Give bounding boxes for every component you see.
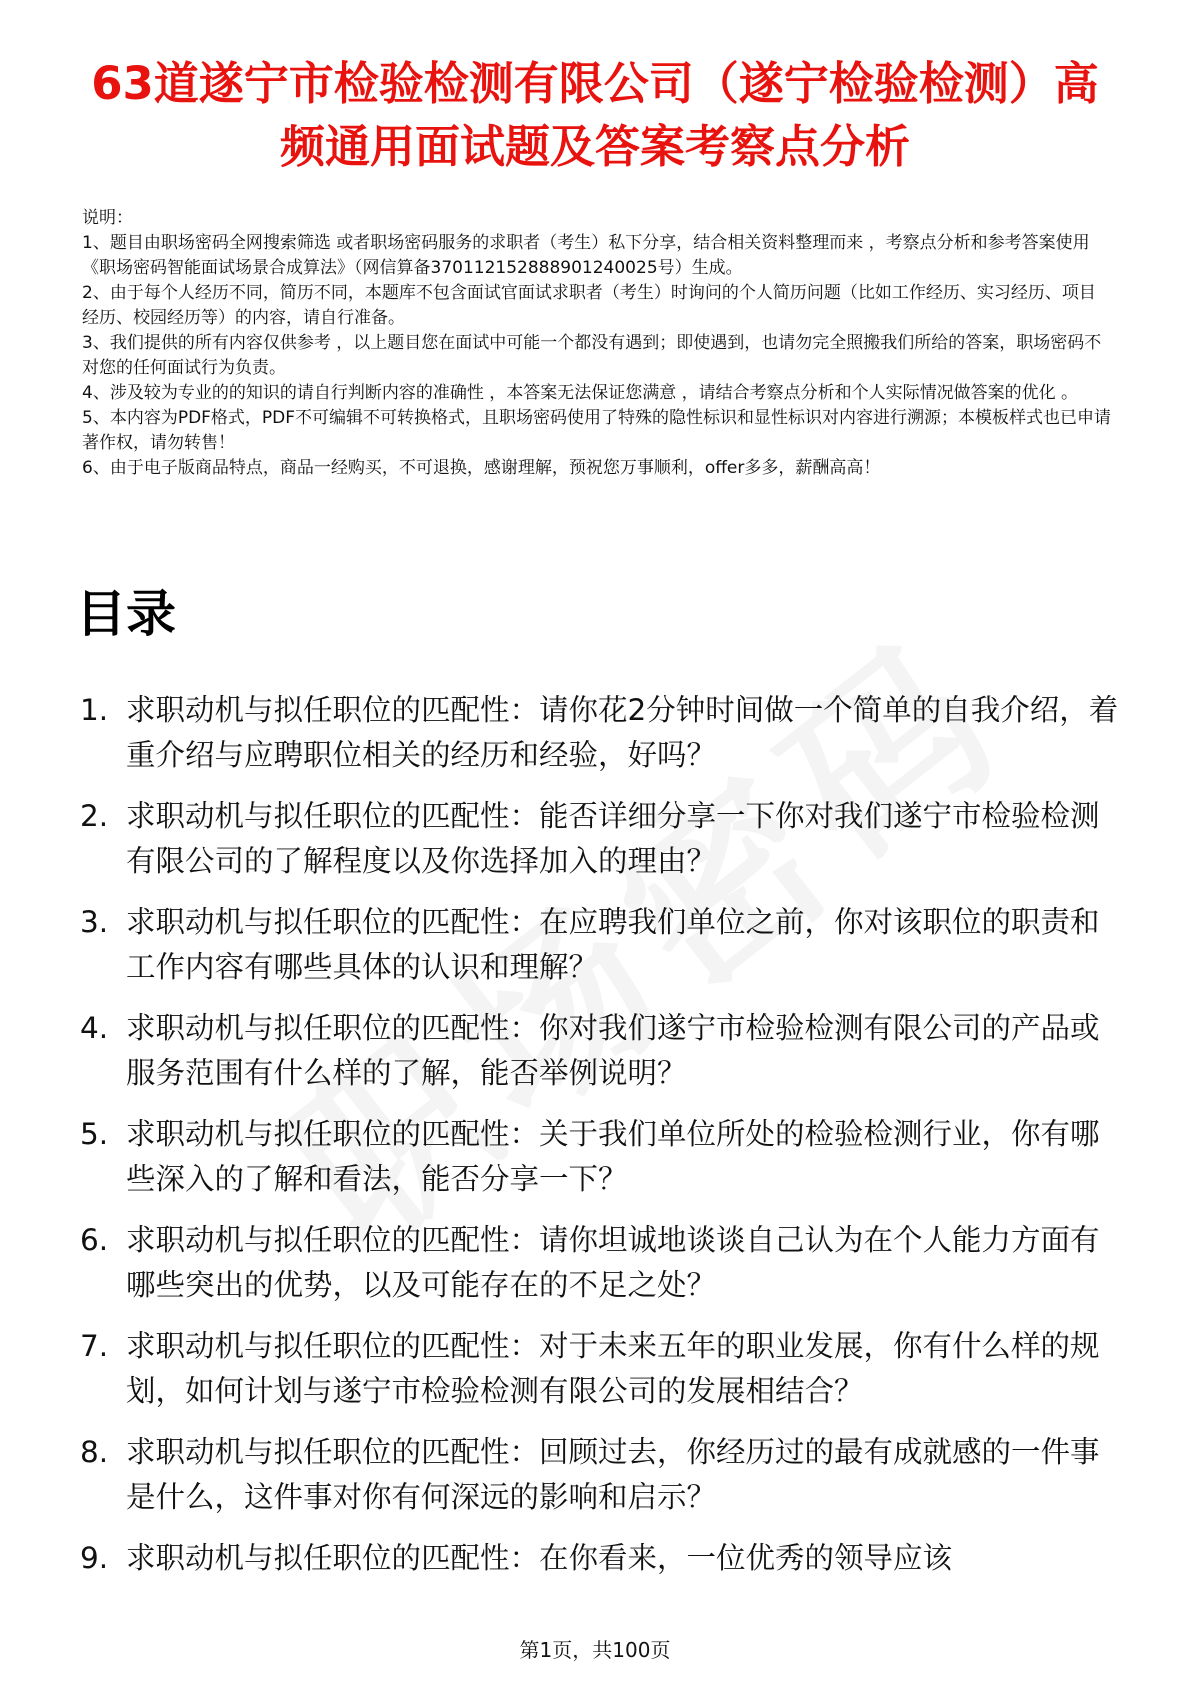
toc-item-number: 6. — [80, 1223, 109, 1257]
note-line: 6、由于电子版商品特点，商品一经购买，不可退换，感谢理解，预祝您万事顺利，offer多多，薪酬高高！ — [82, 458, 881, 478]
toc-item-number: 1. — [80, 693, 109, 727]
toc-item-text: 求职动机与拟任职位的匹配性：回顾过去，你经历过的最有成就感的一件事是什么，这件事对你有何深远的影响和启示？ — [126, 1435, 1100, 1514]
toc-item-number: 7. — [80, 1329, 109, 1363]
notes-heading: 说明： — [82, 208, 133, 228]
toc-item-text: 求职动机与拟任职位的匹配性：在你看来，一位优秀的领导应该 — [126, 1541, 953, 1575]
toc-heading: 目录 — [76, 585, 176, 643]
toc-item-number: 5. — [80, 1117, 109, 1151]
toc-item[interactable] — [80, 900, 1120, 990]
toc-item-text: 求职动机与拟任职位的匹配性：请你坦诚地谈谈自己认为在个人能力方面有哪些突出的优势，以及可能存在的不足之处？ — [126, 1223, 1100, 1302]
toc-item[interactable] — [80, 794, 1120, 884]
note-line: 1、题目由职场密码全网搜索筛选 或者职场密码服务的求职者（考生）私下分享，结合相关资料整理而来 ，考察点分析和参考答案使用《职场密码智能面试场景合成算法》（网信算备370112152888901240025号）生成。 — [82, 233, 1090, 278]
page-number-footer: 第1页，共100页 — [519, 1638, 671, 1662]
toc-item-number: 4. — [80, 1011, 109, 1045]
disclaimer-notes — [82, 206, 1112, 481]
note-line: 3、我们提供的所有内容仅供参考 ，以上题目您在面试中可能一个都没有遇到；即使遇到，也请勿完全照搬我们所给的答案，职场密码不对您的任何面试行为负责。 — [82, 333, 1102, 378]
toc-item-number: 9. — [80, 1541, 109, 1575]
toc-item[interactable] — [80, 1006, 1120, 1096]
document-title: 63道遂宁市检验检测有限公司（遂宁检验检测）高频通用面试题及答案考察点分析 — [91, 57, 1099, 173]
toc-item-number: 3. — [80, 905, 109, 939]
note-line: 2、由于每个人经历不同，简历不同，本题库不包含面试官面试求职者（考生）时询问的个人简历问题（比如工作经历、实习经历、项目经历、校园经历等）的内容，请自行准备。 — [82, 283, 1096, 328]
toc-item[interactable] — [80, 688, 1120, 778]
toc-item-text: 求职动机与拟任职位的匹配性：关于我们单位所处的检验检测行业，你有哪些深入的了解和看法，能否分享一下？ — [126, 1117, 1100, 1196]
toc-item[interactable] — [80, 1112, 1120, 1202]
note-line: 5、本内容为PDF格式，PDF不可编辑不可转换格式，且职场密码使用了特殊的隐性标识和显性标识对内容进行溯源；本模板样式也已申请著作权，请勿转售！ — [82, 408, 1112, 453]
toc-item[interactable] — [80, 1430, 1120, 1520]
toc-item-text: 求职动机与拟任职位的匹配性：对于未来五年的职业发展，你有什么样的规划，如何计划与遂宁市检验检测有限公司的发展相结合？ — [126, 1329, 1100, 1408]
note-line: 4、涉及较为专业的的知识的请自行判断内容的准确性 ，本答案无法保证您满意 ，请结合考察点分析和个人实际情况做答案的优化 。 — [82, 383, 1079, 403]
toc-item-text: 求职动机与拟任职位的匹配性：能否详细分享一下你对我们遂宁市检验检测有限公司的了解程度以及你选择加入的理由？ — [126, 799, 1100, 878]
toc-item-text: 求职动机与拟任职位的匹配性：在应聘我们单位之前，你对该职位的职责和工作内容有哪些具体的认识和理解？ — [126, 905, 1100, 984]
toc-item-text: 求职动机与拟任职位的匹配性：请你花2分钟时间做一个简单的自我介绍，着重介绍与应聘职位相关的经历和经验，好吗？ — [126, 693, 1119, 772]
toc-item-number: 8. — [80, 1435, 109, 1469]
toc-item[interactable] — [80, 1536, 1120, 1581]
toc-list — [80, 688, 1120, 1597]
toc-item[interactable] — [80, 1218, 1120, 1308]
toc-item-text: 求职动机与拟任职位的匹配性：你对我们遂宁市检验检测有限公司的产品或服务范围有什么样的了解，能否举例说明？ — [126, 1011, 1100, 1090]
toc-item-number: 2. — [80, 799, 109, 833]
toc-item[interactable] — [80, 1324, 1120, 1414]
